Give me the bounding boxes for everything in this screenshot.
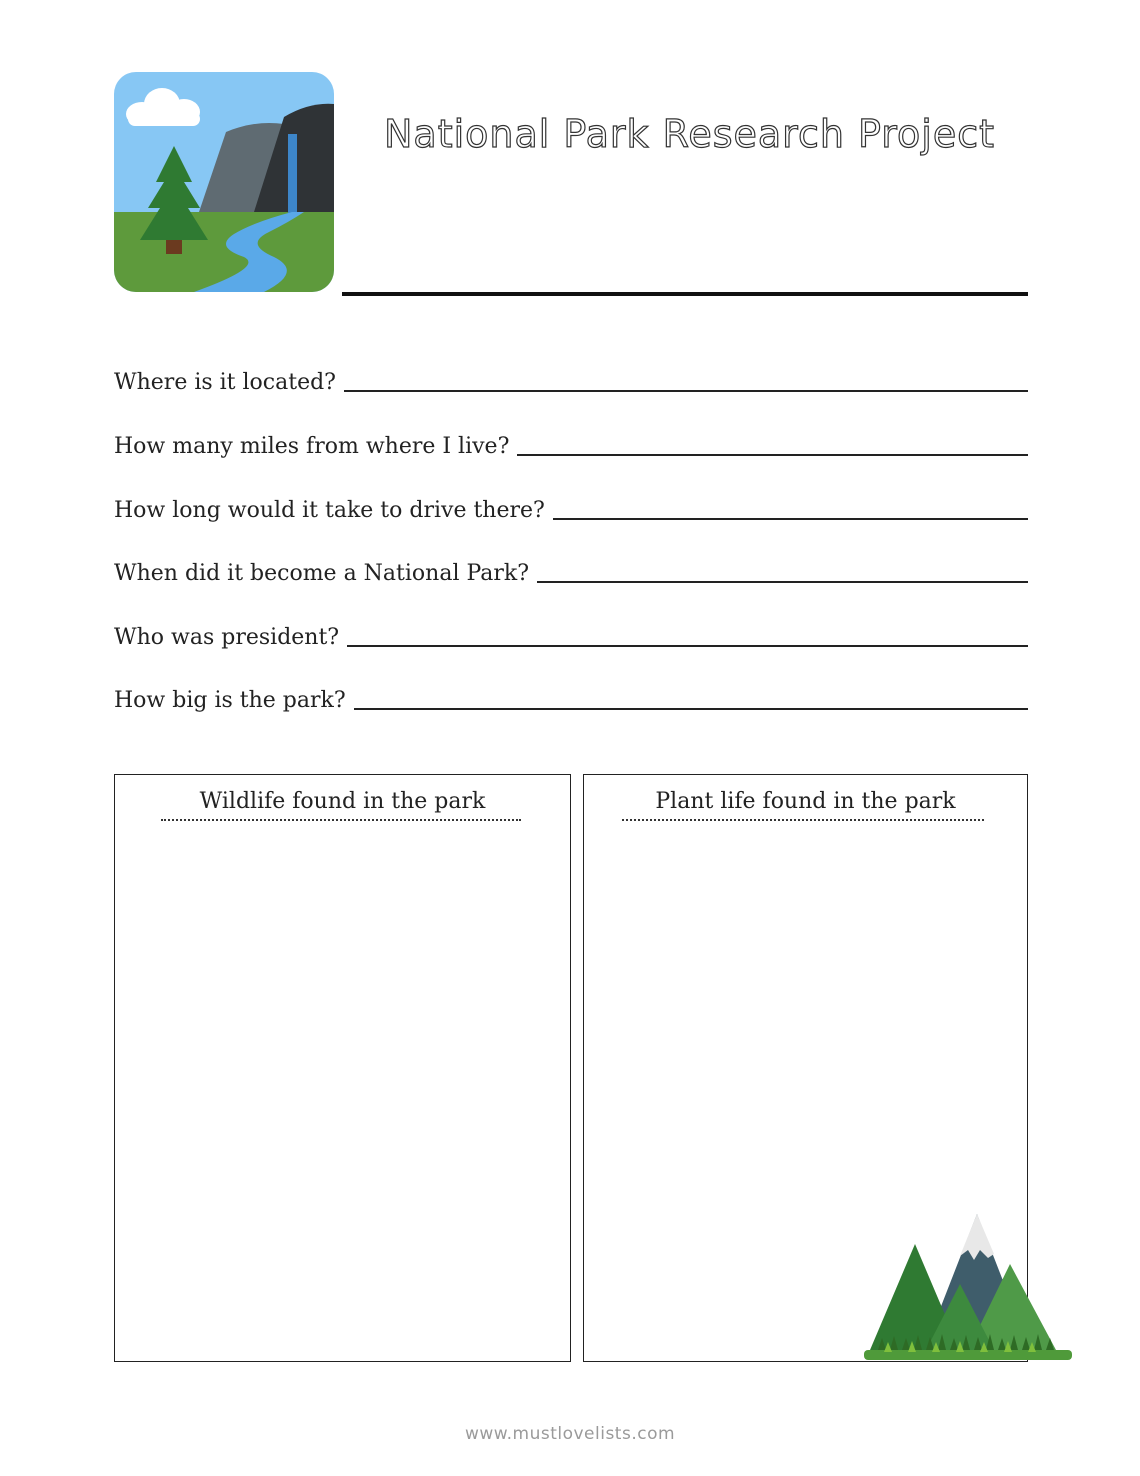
answer-line[interactable] xyxy=(517,454,1028,456)
wildlife-box[interactable] xyxy=(114,774,571,1362)
question-president xyxy=(114,610,1028,650)
question-established xyxy=(114,546,1028,586)
question-label: Who was president? xyxy=(114,625,340,650)
answer-line[interactable] xyxy=(347,645,1028,647)
question-size xyxy=(114,673,1028,713)
page-title: National Park Research Project xyxy=(384,112,996,156)
answer-line[interactable] xyxy=(344,390,1028,392)
question-drive-time xyxy=(114,483,1028,523)
question-location xyxy=(114,355,1028,395)
mountain-icon xyxy=(860,1210,1076,1366)
question-label: How long would it take to drive there? xyxy=(114,498,545,523)
answer-line[interactable] xyxy=(354,708,1028,710)
question-label: Where is it located? xyxy=(114,370,336,395)
answer-line[interactable] xyxy=(537,581,1028,583)
question-label: How big is the park? xyxy=(114,688,346,713)
wildlife-dotted-underline xyxy=(161,819,521,821)
question-label: When did it become a National Park? xyxy=(114,561,530,586)
footer-url: www.mustlovelists.com xyxy=(464,1424,676,1444)
plantlife-heading: Plant life found in the park xyxy=(655,789,956,814)
park-name-line[interactable] xyxy=(342,292,1028,296)
answer-line[interactable] xyxy=(553,518,1028,520)
question-label: How many miles from where I live? xyxy=(114,434,510,459)
wildlife-heading: Wildlife found in the park xyxy=(199,789,486,814)
question-miles xyxy=(114,419,1028,459)
national-park-illustration xyxy=(114,72,334,292)
plantlife-dotted-underline xyxy=(622,819,984,821)
